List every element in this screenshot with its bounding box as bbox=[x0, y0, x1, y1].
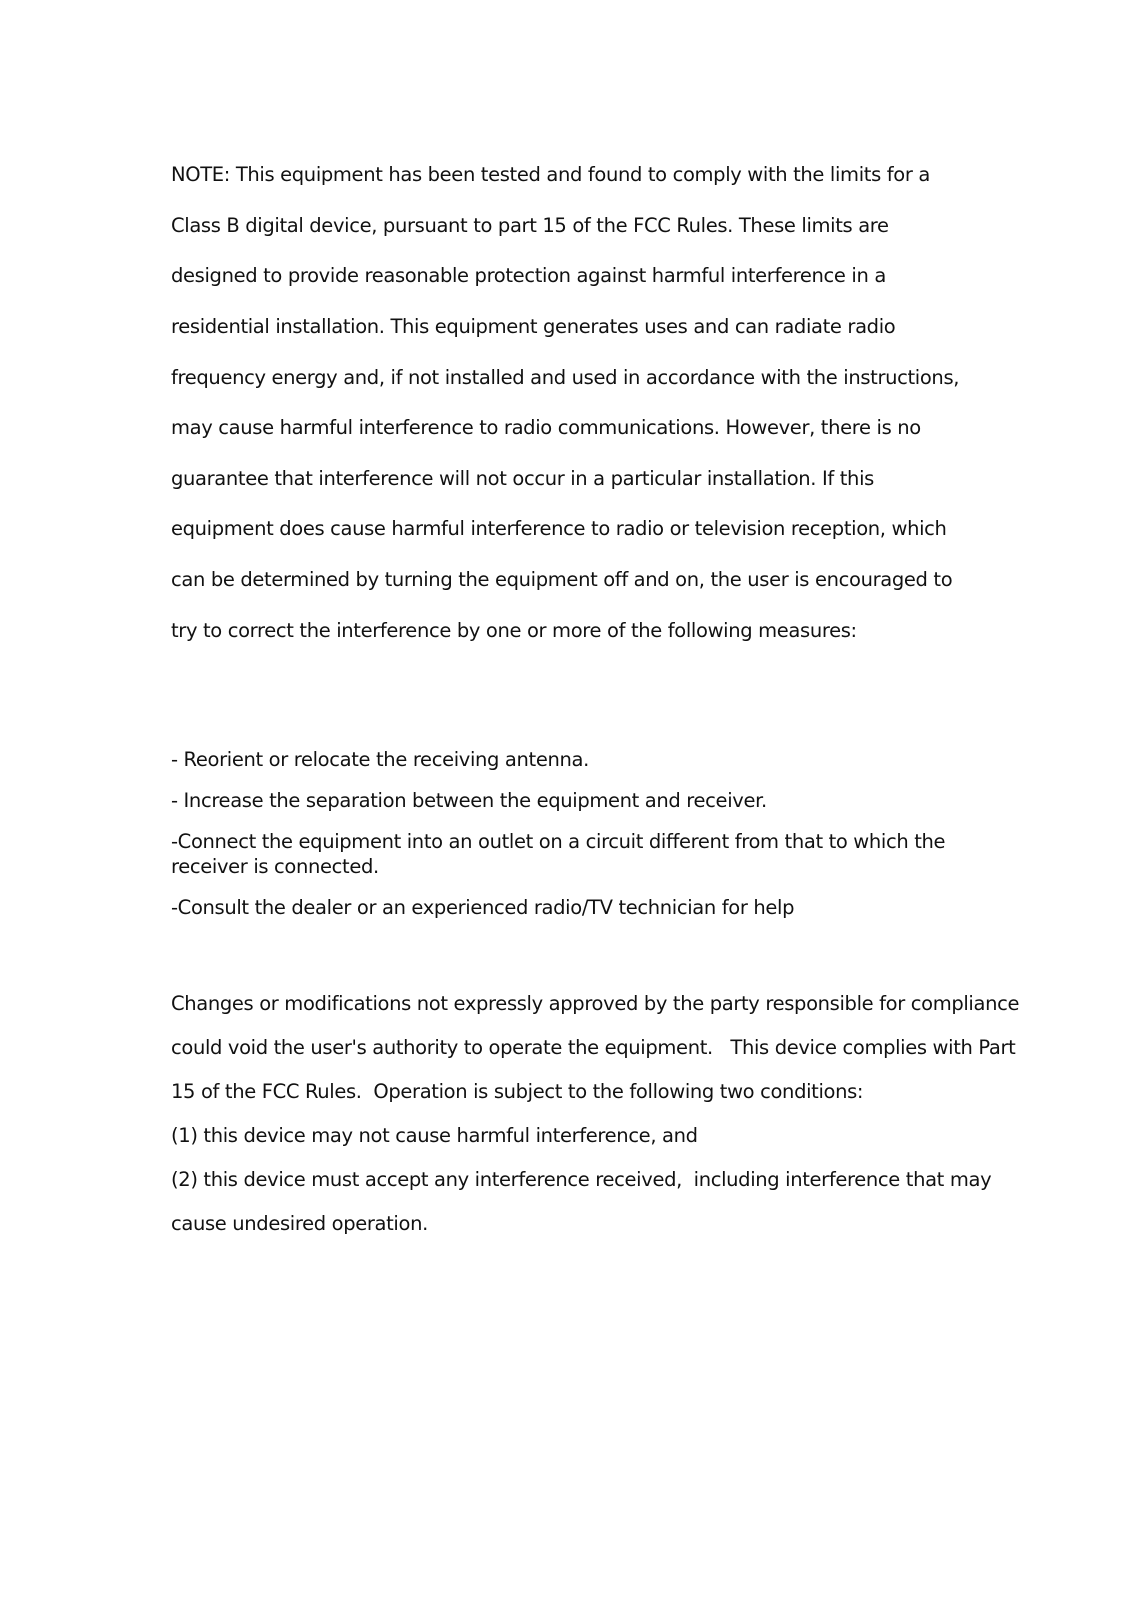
measure-consult-dealer: -Consult the dealer or an experienced radio/TV technician for help bbox=[171, 895, 795, 919]
document-content bbox=[171, 137, 1021, 1246]
note-line: Class B digital device, pursuant to part 15 of the FCC Rules. These limits are bbox=[171, 213, 889, 237]
note-line: try to correct the interference by one or more of the following measures: bbox=[171, 618, 857, 642]
measure-connect-outlet: -Connect the equipment into an outlet on a circuit different from that to which the receiver is connected. bbox=[171, 829, 946, 878]
compliance-statement bbox=[171, 982, 1021, 1246]
condition-one: (1) this device may not cause harmful interference, and bbox=[171, 1123, 698, 1147]
measure-increase-separation: - Increase the separation between the equipment and receiver. bbox=[171, 788, 767, 812]
note-line: equipment does cause harmful interference to radio or television reception, which bbox=[171, 517, 947, 541]
note-line: NOTE: This equipment has been tested and found to comply with the limits for a bbox=[171, 163, 930, 187]
compliance-line: could void the user's authority to operate the equipment. This device complies with Part bbox=[171, 1035, 1016, 1059]
note-line: frequency energy and, if not installed and used in accordance with the instructions, bbox=[171, 365, 960, 389]
measures-list bbox=[171, 747, 1021, 920]
note-line: may cause harmful interference to radio communications. However, there is no bbox=[171, 416, 921, 440]
note-line: guarantee that interference will not occur in a particular installation. If this bbox=[171, 466, 874, 490]
fcc-note-paragraph bbox=[171, 137, 1021, 643]
condition-two: (2) this device must accept any interference received, including interference that may bbox=[171, 1167, 992, 1191]
note-line: can be determined by turning the equipment off and on, the user is encouraged to bbox=[171, 568, 953, 592]
compliance-line: Changes or modifications not expressly approved by the party responsible for compliance bbox=[171, 991, 1020, 1015]
measure-reorient-antenna: - Reorient or relocate the receiving antenna. bbox=[171, 747, 589, 771]
compliance-line: 15 of the FCC Rules. Operation is subject to the following two conditions: bbox=[171, 1079, 864, 1103]
note-line: designed to provide reasonable protection against harmful interference in a bbox=[171, 264, 886, 288]
note-line: residential installation. This equipment generates uses and can radiate radio bbox=[171, 315, 896, 339]
compliance-line: cause undesired operation. bbox=[171, 1211, 428, 1235]
